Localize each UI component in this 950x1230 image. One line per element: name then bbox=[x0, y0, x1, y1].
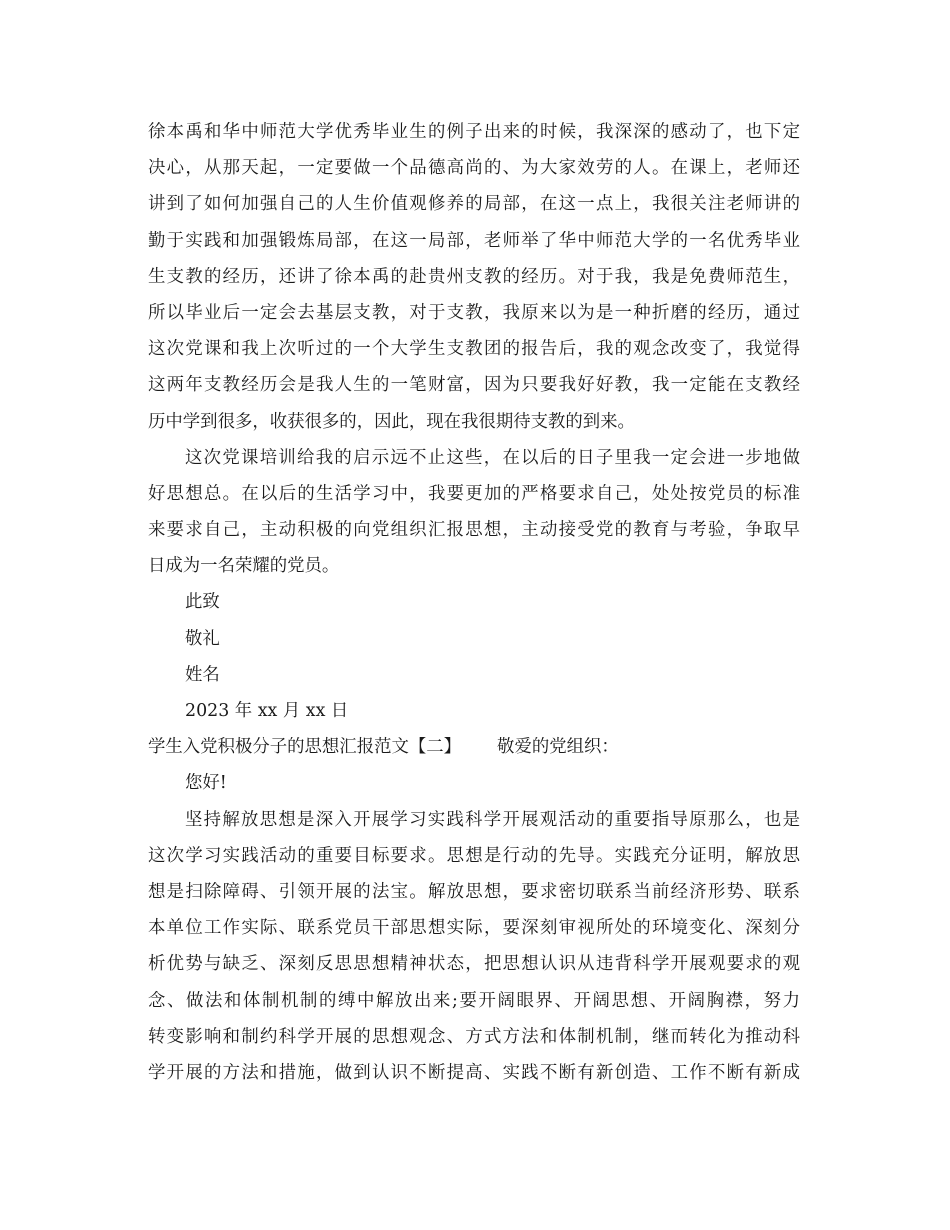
greeting: 您好! bbox=[185, 773, 227, 794]
text-line: 决心，从那天起，一定要做一个品德高尚的、为大家效劳的人。在课上，老师还 bbox=[148, 158, 800, 179]
paragraph-2 bbox=[148, 440, 800, 585]
closing-block bbox=[148, 584, 800, 729]
text-line: 想是扫除障碍、引领开展的法宝。解放思想，要求密切联系当前经济形势、联系 bbox=[148, 881, 800, 902]
section-2-title: 学生入党积极分子的思想汇报范文【二】 bbox=[148, 737, 462, 758]
text-line: 这两年支教经历会是我人生的一笔财富，因为只要我好好教，我一定能在支教经 bbox=[148, 375, 800, 396]
section-2-heading bbox=[148, 729, 800, 765]
text-line: 念、做法和体制机制的缚中解放出来;要开阔眼界、开阔思想、开阔胸襟，努力 bbox=[148, 990, 800, 1011]
text-line: 这次党课和我上次听过的一个大学生支教团的报告后，我的观念改变了，我觉得 bbox=[148, 339, 800, 360]
text-line: 所以毕业后一定会去基层支教，对于支教，我原来以为是一种折磨的经历，通过 bbox=[148, 302, 800, 323]
text-line: 历中学到很多，收获很多的，因此，现在我很期待支教的到来。 bbox=[148, 411, 635, 432]
signature-name: 姓名 bbox=[185, 664, 220, 685]
text-line: 转变影响和制约科学开展的思想观念、方式方法和体制机制，继而转化为推动科 bbox=[148, 1026, 800, 1047]
text-line: 日成为一名荣耀的党员。 bbox=[148, 556, 340, 577]
paragraph-3 bbox=[148, 802, 800, 1092]
text-line: 学开展的方法和措施，做到认识不断提高、实践不断有新创造、工作不断有新成 bbox=[148, 1062, 800, 1083]
document-page bbox=[148, 114, 800, 1091]
text-line: 析优势与缺乏、深刻反思思想精神状态，把思想认识从违背科学开展观要求的观 bbox=[148, 954, 800, 975]
heading-gap bbox=[461, 729, 497, 765]
paragraph-1 bbox=[148, 114, 800, 440]
closing-salute-2: 敬礼 bbox=[185, 628, 220, 649]
addressee: 敬爱的党组织： bbox=[497, 737, 619, 758]
closing-salute-1: 此致 bbox=[185, 592, 220, 613]
signature-date: 2023 年 xx 月 xx 日 bbox=[185, 701, 349, 721]
text-line: 来要求自己，主动积极的向党组织汇报思想，主动接受党的教育与考验，争取早 bbox=[148, 520, 800, 541]
text-line: 这次学习实践活动的重要目标要求。思想是行动的先导。实践充分证明，解放思 bbox=[148, 845, 800, 866]
text-line: 讲到了如何加强自己的人生价值观修养的局部，在这一点上，我很关注老师讲的 bbox=[148, 194, 800, 215]
text-line: 勤于实践和加强锻炼局部，在这一局部，老师举了华中师范大学的一名优秀毕业 bbox=[148, 230, 800, 251]
text-line: 坚持解放思想是深入开展学习实践科学开展观活动的重要指导原那么，也是 bbox=[185, 809, 800, 830]
text-line: 本单位工作实际、联系党员干部思想实际，要深刻审视所处的环境变化、深刻分 bbox=[148, 918, 800, 939]
text-line: 徐本禹和华中师范大学优秀毕业生的例子出来的时候，我深深的感动了，也下定 bbox=[148, 122, 800, 142]
text-line: 好思想总。在以后的生活学习中，我要更加的严格要求自己，处处按党员的标准 bbox=[148, 483, 800, 504]
text-line: 生支教的经历，还讲了徐本禹的赴贵州支教的经历。对于我，我是免费师范生， bbox=[148, 266, 800, 287]
text-line: 这次党课培训给我的启示远不止这些，在以后的日子里我一定会进一步地做 bbox=[185, 447, 800, 468]
